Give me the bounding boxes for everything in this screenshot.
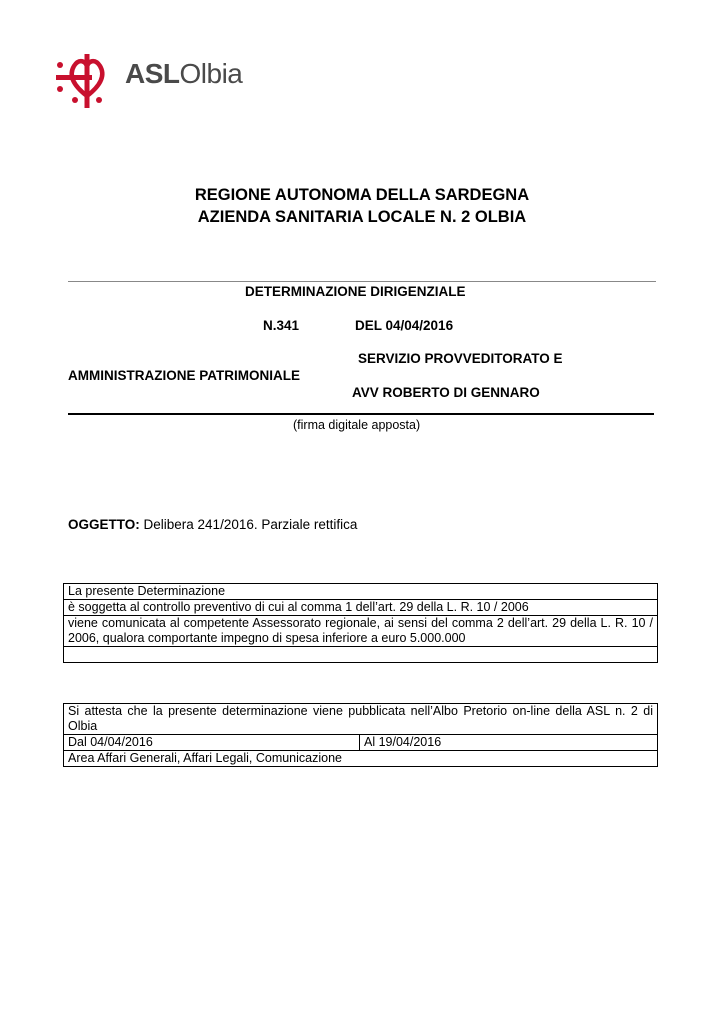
asl-olbia-logo-icon [54, 52, 120, 110]
header-region: REGIONE AUTONOMA DELLA SARDEGNA [194, 186, 530, 204]
pubblicazione-area: Area Affari Generali, Affari Legali, Comunicazione [64, 751, 658, 767]
oggetto-text: Delibera 241/2016. Parziale rettifica [139, 517, 358, 532]
pubblicazione-attestazione: Si attesta che la presente determinazione viene pubblicata nell’Albo Pretorio on-line della ASL n. 2 di Olbia [64, 704, 658, 735]
controllo-comunicazione: viene comunicata al competente Assessorato regionale, ai sensi del comma 2 dell’art. 29 della L. R. 10 / 2006, qualora comportante impegno di spesa inferiore a euro 5.000.000 [64, 616, 658, 647]
logo-text: ASLOlbia [125, 58, 243, 89]
determinazione-date: DEL 04/04/2016 [355, 318, 454, 333]
servizio-line1: SERVIZIO PROVVEDITORATO E [358, 351, 563, 366]
determinazione-title: DETERMINAZIONE DIRIGENZIALE [245, 284, 466, 299]
controllo-preventivo: è soggetta al controllo preventivo di cui al comma 1 dell’art. 29 della L. R. 10 / 2006 [64, 600, 658, 616]
pubblicazione-dal: Dal 04/04/2016 [64, 735, 360, 751]
controllo-intro: La presente Determinazione [64, 584, 658, 600]
signature-divider [68, 413, 654, 415]
servizio-line2: AMMINISTRAZIONE PATRIMONIALE [68, 368, 300, 383]
pubblicazione-table [63, 703, 658, 767]
signature-note: (firma digitale apposta) [293, 418, 421, 432]
oggetto [68, 517, 357, 532]
oggetto-label: OGGETTO: [68, 517, 140, 532]
controllo-table [63, 583, 658, 663]
determinazione-number: N.341 [263, 318, 300, 333]
divider-top [68, 281, 656, 282]
header-azienda: AZIENDA SANITARIA LOCALE N. 2 OLBIA [197, 208, 527, 226]
signer-name: AVV ROBERTO DI GENNARO [352, 385, 540, 400]
controllo-empty-row [64, 647, 658, 663]
pubblicazione-al: Al 19/04/2016 [360, 735, 658, 751]
